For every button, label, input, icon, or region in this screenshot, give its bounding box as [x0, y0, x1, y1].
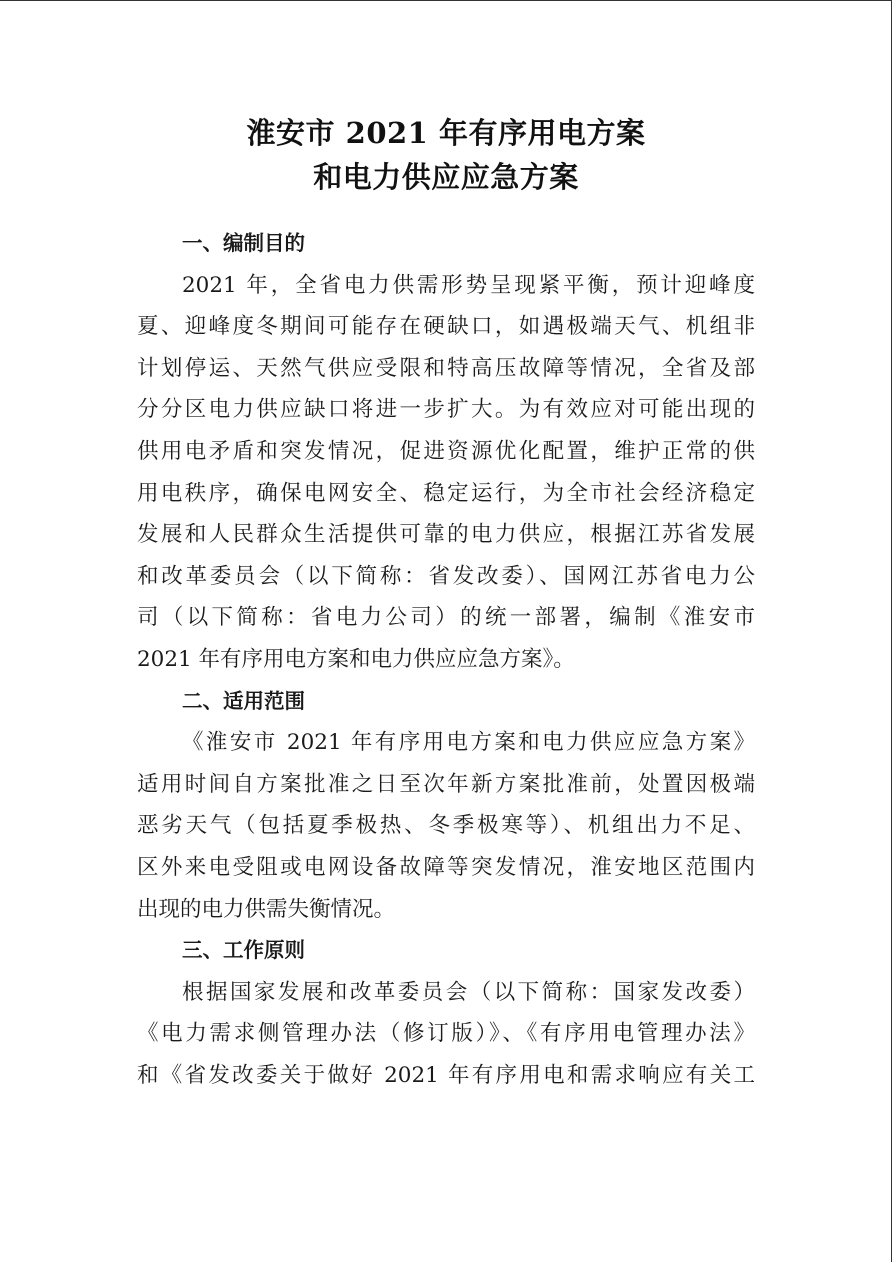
paragraph-line: 供用电矛盾和突发情况，促进资源优化配置，维护正常的供 — [137, 438, 755, 464]
paragraph-line: 出现的电力供需失衡情况。 — [137, 896, 396, 922]
paragraph-line: 夏、迎峰度冬期间可能存在硬缺口，如遇极端天气、机组非 — [137, 314, 755, 340]
section-heading-principles: 三、工作原则 — [182, 938, 305, 963]
paragraph-line: 《淮安市 2021 年有序用电方案和电力供应应急方案》 — [182, 730, 755, 756]
title-line-1: 淮安市 2021 年有序用电方案 — [246, 116, 646, 150]
paragraph-line: 适用时间自方案批准之日至次年新方案批准前，处置因极端 — [137, 771, 755, 797]
paragraph-line: 和改革委员会（以下简称：省发改委）、国网江苏省电力公 — [137, 563, 755, 589]
section-heading-purpose: 一、编制目的 — [182, 231, 305, 255]
paragraph-line: 根据国家发展和改革委员会（以下简称：国家发改委） — [182, 979, 755, 1005]
document-title — [0, 111, 892, 199]
paragraph-line: 分分区电力供应缺口将进一步扩大。为有效应对可能出现的 — [137, 397, 755, 423]
document-body — [137, 223, 755, 1096]
paragraph-line: 司（以下简称：省电力公司）的统一部署，编制《淮安市 — [137, 605, 755, 631]
paragraph-line: 恶劣天气（包括夏季极热、冬季极寒等）、机组出力不足、 — [137, 813, 755, 839]
paragraph-line: 2021 年，全省电力供需形势呈现紧平衡，预计迎峰度 — [182, 272, 755, 298]
section-heading-scope: 二、适用范围 — [182, 688, 305, 713]
paragraph-line: 计划停运、天然气供应受限和特高压故障等情况，全省及部 — [137, 355, 755, 381]
paragraph-line: 用电秩序，确保电网安全、稳定运行，为全市社会经济稳定 — [137, 480, 755, 506]
paragraph-line: 发展和人民群众生活提供可靠的电力供应，根据江苏省发展 — [137, 522, 755, 548]
paragraph-line: 2021 年有序用电方案和电力供应应急方案》。 — [137, 646, 575, 672]
paragraph-line: 和《省发改委关于做好 2021 年有序用电和需求响应有关工 — [137, 1062, 755, 1088]
paragraph-line: 区外来电受阻或电网设备故障等突发情况，淮安地区范围内 — [137, 854, 755, 880]
title-line-2: 和电力供应应急方案 — [313, 160, 579, 194]
paragraph-line: 《电力需求侧管理办法（修订版）》、《有序用电管理办法》 — [137, 1021, 755, 1047]
